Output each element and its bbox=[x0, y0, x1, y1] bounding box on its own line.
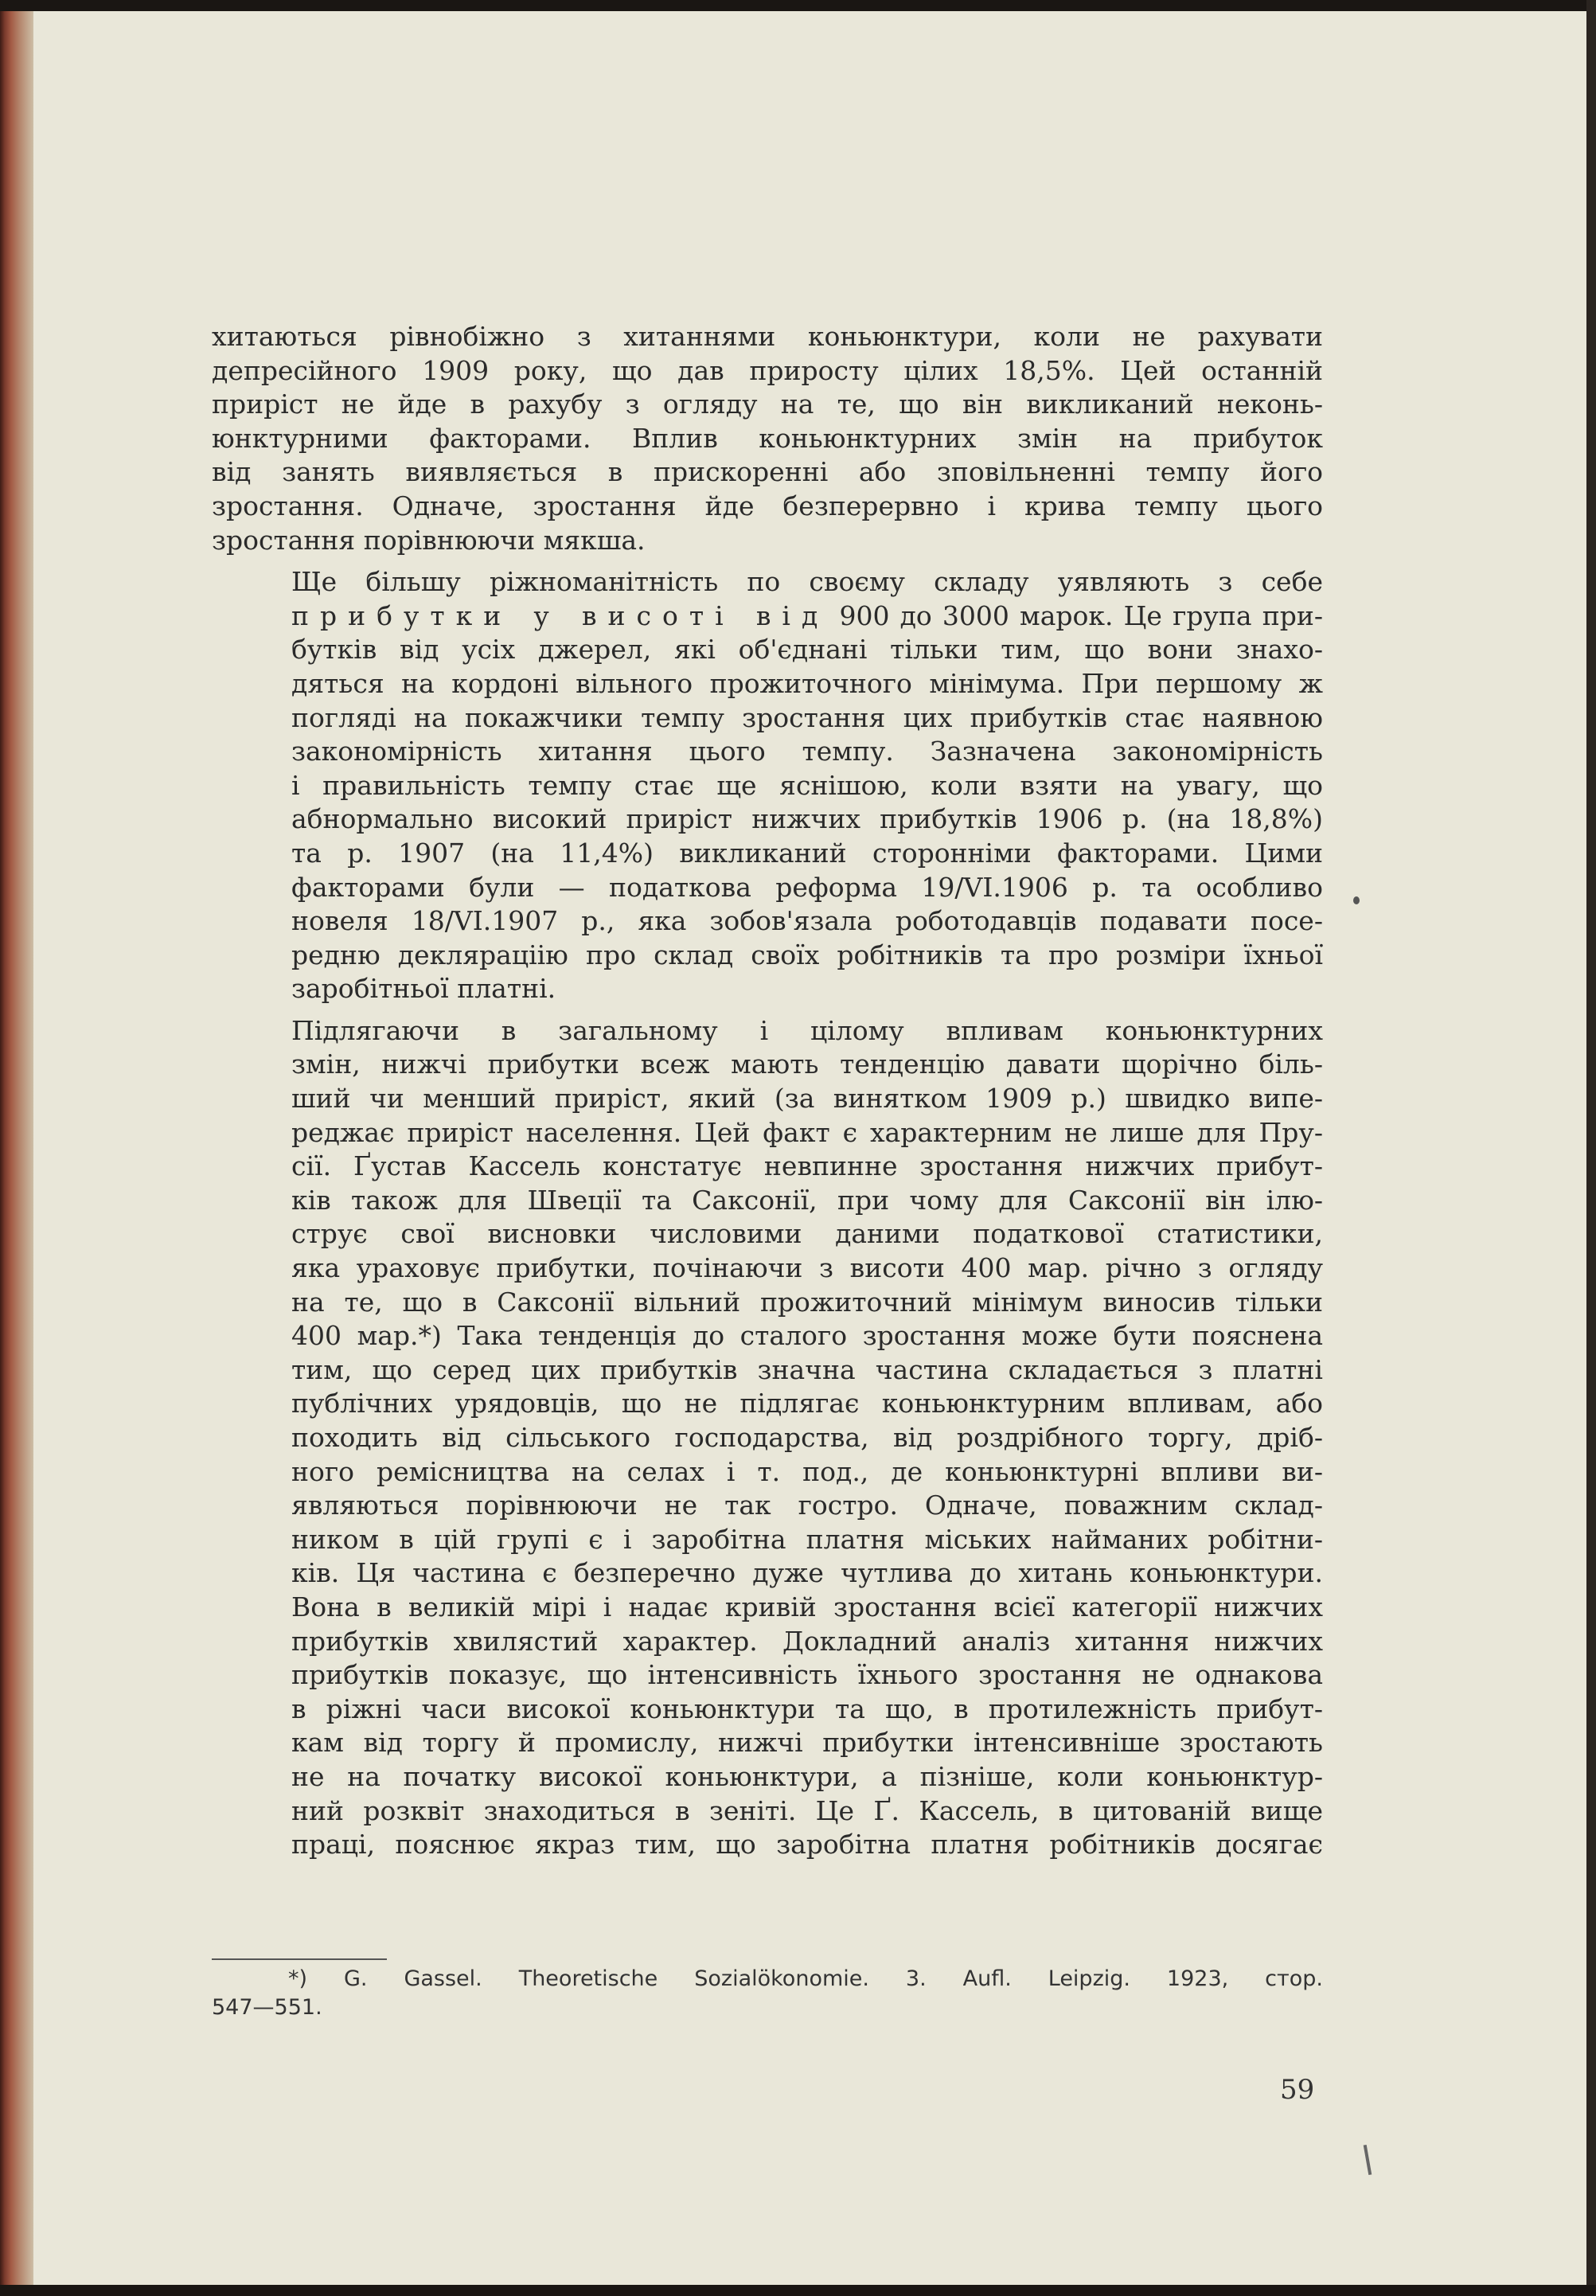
text-line: являються порівнюючи не так гостро. Одначе, поважним склад- bbox=[291, 1490, 1323, 1521]
footnote-divider bbox=[212, 1958, 387, 1960]
text-line: ший чи менший приріст, який (за винятком 1909 р.) швидко випе- bbox=[291, 1083, 1323, 1115]
text-line: 400 мар.*) Така тенденція до сталого зростання може бути пояснена bbox=[291, 1320, 1323, 1352]
scan-bottom-edge bbox=[0, 2285, 1596, 2296]
text-line: змін, нижчі прибутки всеж мають тенденцію давати щорічно біль- bbox=[291, 1048, 1323, 1080]
text-line: та р. 1907 (на 11,4%) викликаний сторонніми факторами. Цими bbox=[291, 837, 1323, 869]
text-line: публічних урядовців, що не підлягає коньюнктурним впливам, або bbox=[291, 1388, 1323, 1419]
text-line: ків. Ця частина є безперечно дуже чутлива до хитань коньюнктури. bbox=[291, 1557, 1323, 1589]
book-spine bbox=[0, 11, 33, 2285]
scan-right-edge bbox=[1586, 0, 1596, 2296]
text-line: ником в цій групі є і заробітна платня міських найманих робітни- bbox=[291, 1523, 1323, 1555]
text-line: депресійного 1909 року, що дав приросту цілих 18,5%. Цей останній bbox=[212, 354, 1323, 386]
text-line: тим, що серед цих прибутків значна частина складається з платні bbox=[291, 1353, 1323, 1385]
text-line: заробітньої платні. bbox=[291, 973, 556, 1005]
text-line: хитаються рівнобіжно з хитаннями коньюнктури, коли не рахувати bbox=[212, 321, 1323, 352]
spaced-emphasis: прибутки у висоті від bbox=[291, 599, 829, 631]
text-line: абнормально високий приріст нижчих прибутків 1906 р. (на 18,8%) bbox=[291, 803, 1323, 835]
text-line: яка урaховує прибутки, почінаючи з висоти 400 мар. річно з огляду bbox=[291, 1252, 1323, 1284]
text-line: реджає приріст населення. Цей факт є характерним не лише для Пру- bbox=[291, 1116, 1323, 1148]
text-line: закономірність хитання цього темпу. Зазначена закономірність bbox=[291, 736, 1323, 767]
text-line: бутків від усіх джерел, які об'єднані тільки тим, що вони знахо- bbox=[291, 634, 1323, 666]
text-line: не на початку високої коньюнктури, а пізніше, коли коньюнктур- bbox=[291, 1760, 1323, 1792]
text-line: кам від торгу й промислу, нижчі прибутки інтенсивніше зростають bbox=[291, 1727, 1323, 1759]
text-line: Ще більшу ріжноманітність по своєму складу уявляють з себе bbox=[291, 566, 1323, 598]
text-line: від занять виявляється в прискоренні або зповільненні темпу його bbox=[212, 456, 1323, 488]
text-line: ного ремісництва на селах і т. под., де коньюнктурні впливи ви- bbox=[291, 1455, 1323, 1487]
text-line: сії. Ґустав Кассель констатує невпинне зростання нижчих прибут- bbox=[291, 1150, 1323, 1182]
page-number: 59 bbox=[1280, 2074, 1315, 2106]
text-line: погляді на покажчики темпу зростання цих прибутків стає наявною bbox=[291, 701, 1323, 733]
text-line: зростання. Одначе, зростання йде безперервно і крива темпу цього bbox=[212, 490, 1323, 521]
text-line: походить від сільського господарства, від роздрібного торгу, дріб- bbox=[291, 1422, 1323, 1453]
text-line: зростання порівнюючи мякша. bbox=[212, 524, 646, 556]
text-line-spaced bbox=[212, 599, 1323, 634]
text-line: Підлягаючи в загальному і цілому впливам коньюнктурних bbox=[291, 1014, 1323, 1046]
body-text bbox=[212, 320, 1323, 1862]
text-line: редню декляраціію про склад своїх робітників та про розміри їхньої bbox=[291, 939, 1323, 970]
text-line: і правильність темпу стає ще яснішою, коли взяти на увагу, що bbox=[291, 769, 1323, 801]
text-line: приріст не йде в рахубу з огляду на те, що він викликаний неконь- bbox=[212, 389, 1323, 420]
ink-speck bbox=[1353, 896, 1360, 904]
text-line: праці, пояснює якраз тим, що заробітна платня робітників досягає bbox=[291, 1829, 1323, 1861]
text-line: прибутків показує, що інтенсивність їхнього зростання не однакова bbox=[291, 1659, 1323, 1691]
scan-top-edge bbox=[0, 0, 1596, 11]
text-line: в ріжні часи високої коньюнктури та що, в протилежність прибут- bbox=[291, 1693, 1323, 1724]
text-line: ний розквіт знаходиться в зеніті. Це Ґ. Кассель, в цитованій вище bbox=[291, 1794, 1323, 1826]
text-line: дяться на кордоні вільного прожиточного мінімума. При першому ж bbox=[291, 667, 1323, 699]
paragraph-1 bbox=[212, 320, 1323, 557]
paragraph-3 bbox=[212, 1014, 1323, 1862]
text-line: прибутків хвилястий характер. Докладний аналіз хитання нижчих bbox=[291, 1625, 1323, 1657]
text-line: Вона в великій мірі і надає кривій зростання всієї категорії нижчих bbox=[291, 1591, 1323, 1622]
footnote bbox=[212, 1965, 1323, 2022]
footnote-line: *) G. Gassel. Theoretische Sozialökonomie. 3. Aufl. Leipzig. 1923, стор. bbox=[288, 1966, 1323, 1991]
paragraph-2 bbox=[212, 565, 1323, 1006]
spaced-line-rest: 900 до 3000 марок. Це група при- bbox=[829, 599, 1323, 631]
text-line: факторами були — податкова реформа 19/VI.1906 р. та особливо bbox=[291, 871, 1323, 903]
text-line: струє свої висновки числовими даними податкової статистики, bbox=[291, 1218, 1323, 1250]
text-line: новеля 18/VI.1907 р., яка зобов'язала роботодавців подавати посе- bbox=[291, 905, 1323, 937]
text-line: на те, що в Саксонії вільний прожиточний мінімум виносив тільки bbox=[291, 1286, 1323, 1318]
footnote-line: 547—551. bbox=[212, 1995, 322, 2020]
text-line: юнктурними факторами. Вплив коньюнктурних змін на прибуток bbox=[212, 422, 1323, 454]
text-line: ків також для Швеції та Саксонії, при чому для Саксонії він ілю- bbox=[291, 1184, 1323, 1216]
